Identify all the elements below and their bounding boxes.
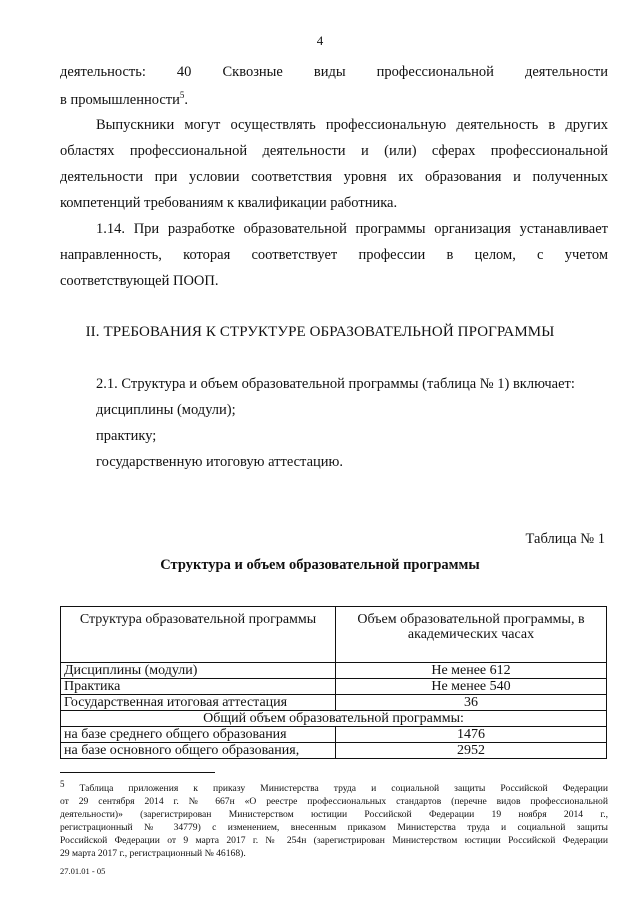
- footnote-line: $^5$ Таблица приложения к приказу Министерства труда и социальной защиты Российской Федерации: [60, 779, 608, 795]
- list-item-disciplines: дисциплины (модули);: [96, 402, 236, 418]
- paragraph-114-line1: 1.14. При разработке образовательной программы организация устанавливает: [96, 221, 608, 237]
- table-total-row: [61, 711, 607, 727]
- document-code: 27.01.01 - 05: [60, 866, 106, 876]
- paragraph-114-line3: соответствующей ПООП.: [60, 273, 219, 289]
- table-cell-value: Не менее 540: [336, 679, 607, 695]
- table-header-volume: Объем образовательной программы, в академических часах: [336, 607, 607, 663]
- list-item-practice: практику;: [96, 428, 157, 444]
- table-title: Структура и объем образовательной программы: [160, 557, 480, 573]
- footnote-line: от 29 сентября 2014 г. № 667н «О реестре профессиональных стандартов (перечне видов профессиональной: [60, 796, 608, 808]
- table-cell-value: 36: [336, 695, 607, 711]
- table-cell-value: 2952: [336, 743, 607, 759]
- paragraph-activity-line1: деятельность: 40 Сквозные виды профессиональной деятельности: [60, 64, 608, 80]
- page-number: 4: [316, 33, 324, 48]
- footnote-line: регистрационный № 34779) с изменением, внесенным приказом Министерства труда и социальной защиты: [60, 822, 608, 834]
- table-header-row: [61, 607, 607, 663]
- footnote-line: деятельности)» (зарегистрирован Министерством юстиции Российской Федерации 19 ноября 2014 г.,: [60, 809, 608, 821]
- table-cell-name: Государственная итоговая аттестация: [61, 695, 336, 711]
- table-row: [61, 695, 607, 711]
- paragraph-graduates-line4: компетенций требованиям к квалификации работника.: [60, 195, 398, 211]
- table-cell-value: 1476: [336, 727, 607, 743]
- table-row: [61, 727, 607, 743]
- table-row: [61, 663, 607, 679]
- table-total-label: Общий объем образовательной программы:: [61, 711, 607, 727]
- footnote-mark: 5: [60, 779, 65, 789]
- footnote-separator: [60, 772, 215, 773]
- table-cell-name: на базе среднего общего образования: [61, 727, 336, 743]
- footnote-line: Российской Федерации от 9 марта 2017 г. № 254н (зарегистрирован Министерством юстиции Российской Федерации: [60, 835, 608, 847]
- table-row: [61, 679, 607, 695]
- paragraph-activity-line2: в промышленности$^5$.: [60, 90, 188, 108]
- table-cell-name: Дисциплины (модули): [61, 663, 336, 679]
- table-cell-name: Практика: [61, 679, 336, 695]
- paragraph-graduates-line1: Выпускники могут осуществлять профессиональную деятельность в других: [96, 117, 608, 133]
- table-cell-value: Не менее 612: [336, 663, 607, 679]
- table-label: Таблица № 1: [525, 531, 605, 547]
- list-item-attestation: государственную итоговую аттестацию.: [96, 454, 343, 470]
- footnote-ref: 5: [179, 90, 185, 100]
- section-heading: II. ТРЕБОВАНИЯ К СТРУКТУРЕ ОБРАЗОВАТЕЛЬНОЙ ПРОГРАММЫ: [85, 324, 555, 340]
- structure-table: [60, 606, 607, 759]
- footnote: [60, 778, 608, 860]
- paragraph-graduates-line3: деятельности при условии соответствия уровня их образования и полученных: [60, 169, 608, 185]
- footnote-line: 29 марта 2017 г., регистрационный № 46168).: [60, 848, 246, 860]
- paragraph-graduates-line2: областях профессиональной деятельности и (или) сферах профессиональной: [60, 143, 608, 159]
- table-row: [61, 743, 607, 759]
- table-cell-name: на базе основного общего образования,: [61, 743, 336, 759]
- paragraph-21-intro: 2.1. Структура и объем образовательной программы (таблица № 1) включает:: [96, 376, 575, 392]
- paragraph-114-line2: направленность, которая соответствует профессии в целом, с учетом: [60, 247, 608, 263]
- table-header-structure: Структура образовательной программы: [61, 607, 336, 663]
